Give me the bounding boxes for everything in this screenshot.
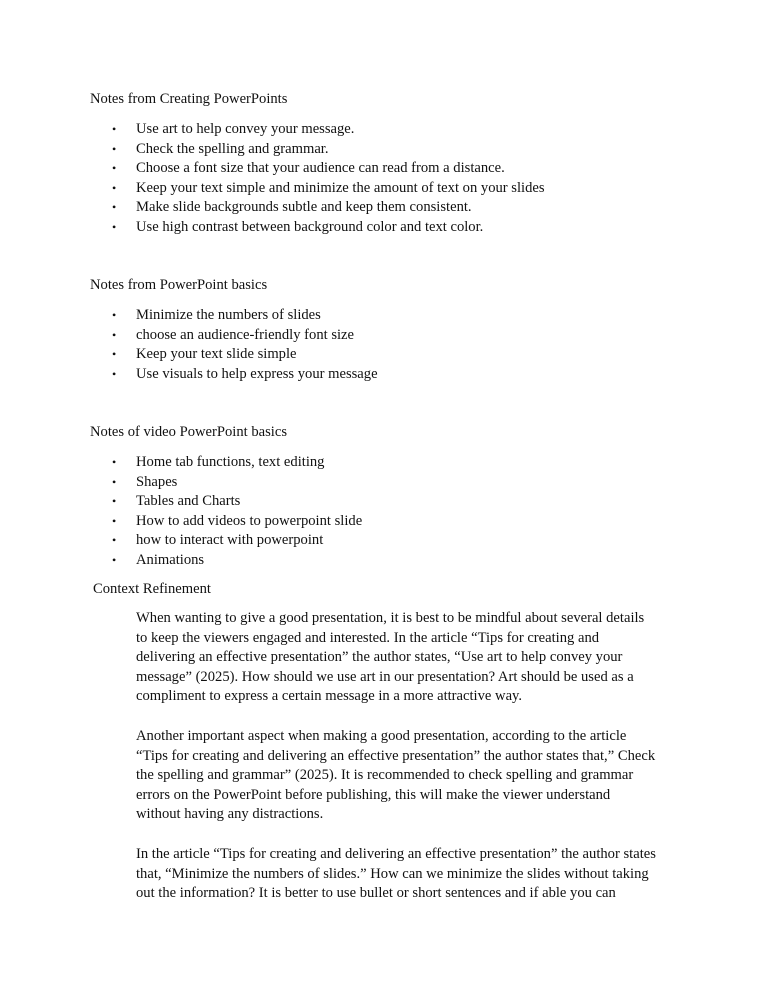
- section-heading-video-powerpoint-basics: Notes of video PowerPoint basics: [90, 424, 287, 440]
- document-page: Notes from Creating PowerPoints • Use art to help convey your message. • Check the spelling and grammar. • Choose a font size that your audience can read from a distance. • Keep your text simple and minimize the amount of text on your slides • Make slide backgrounds subtle and keep them consistent. • Use high contrast between background color and text color. Notes from PowerPoint basics • Minimize the numbers of slides • choose an audience-friendly font size • Keep your text slide simple • Use visuals to help express your message Notes of video PowerPoint basics • Home tab functions, text editing • Shapes • Tables and Charts • How to add videos to powerpoint slide • how to interact with powerpoint • Animations Context Refinement When wanting to give a good presentation, it is best to be mindful about several details to keep the viewers engaged and interested. In the article “Tips for creating and delivering an effective presentation” the author states, “Use art to help convey your message” (2025). How should we use art in our presentation? Art should be used as a compliment to express a certain message in a more attractive way. Another important aspect when making a good presentation, according to the article “Tips for creating and delivering an effective presentation” the author states that,” Check the spelling and grammar” (2025). It is recommended to check spelling and grammar errors on the PowerPoint before publishing, this will make the viewer understand without having any distractions. In the article “Tips for creating and delivering an effective presentation” the author states that, “Minimize the numbers of slides.” How can we minimize the slides without taking out the information? It is better to use bullet or short sentences and if able you can: [0, 0, 768, 994]
- section-heading-creating-powerpoints: Notes from Creating PowerPoints: [90, 91, 288, 107]
- bullet-icon: •: [112, 455, 117, 469]
- bullet-icon: •: [112, 552, 117, 567]
- refinement-paragraph-3: In the article “Tips for creating and delivering an effective presentation” the author states that, “Minimize the numbers of slides.” How can we minimize the slides without taking out the information? It is better to use bullet or short sentences and if able you can: [136, 846, 656, 902]
- bullet-icon: •: [112, 141, 117, 156]
- section-heading-powerpoint-basics: Notes from PowerPoint basics: [90, 277, 268, 293]
- bullet-icon: •: [112, 474, 117, 489]
- bullet-icon: •: [112, 533, 117, 548]
- bullet-icon: •: [112, 347, 117, 362]
- bullet-icon: •: [112, 200, 117, 215]
- bullet-icon: •: [112, 513, 117, 528]
- bullet-icon: •: [112, 219, 117, 234]
- bullet-icon: •: [112, 161, 117, 176]
- bullet-icon: •: [112, 494, 117, 509]
- bullet-icon: •: [112, 308, 117, 322]
- bullet-icon: •: [112, 180, 117, 195]
- context-refinement-heading: Context Refinement: [93, 581, 211, 597]
- refinement-paragraph-1: When wanting to give a good presentation, it is best to be mindful about several details to keep the viewers engaged and interested. In the article “Tips for creating and delivering an effective presentation” the author states, “Use art to help convey your message” (2025). How should we use art in our presentation? Art should be used as a compliment to express a certain message in a more attractive way.: [136, 610, 645, 705]
- refinement-paragraph-2: Another important aspect when making a good presentation, according to the article “Tips for creating and delivering an effective presentation” the author states that,” Check the spelling and grammar” (2025). It is recommended to check spelling and grammar errors on the PowerPoint before publishing, this will make the viewer understand without having any distractions.: [136, 728, 656, 823]
- bullet-icon: •: [112, 366, 117, 381]
- bullet-icon: •: [112, 122, 117, 136]
- bullet-icon: •: [112, 327, 117, 342]
